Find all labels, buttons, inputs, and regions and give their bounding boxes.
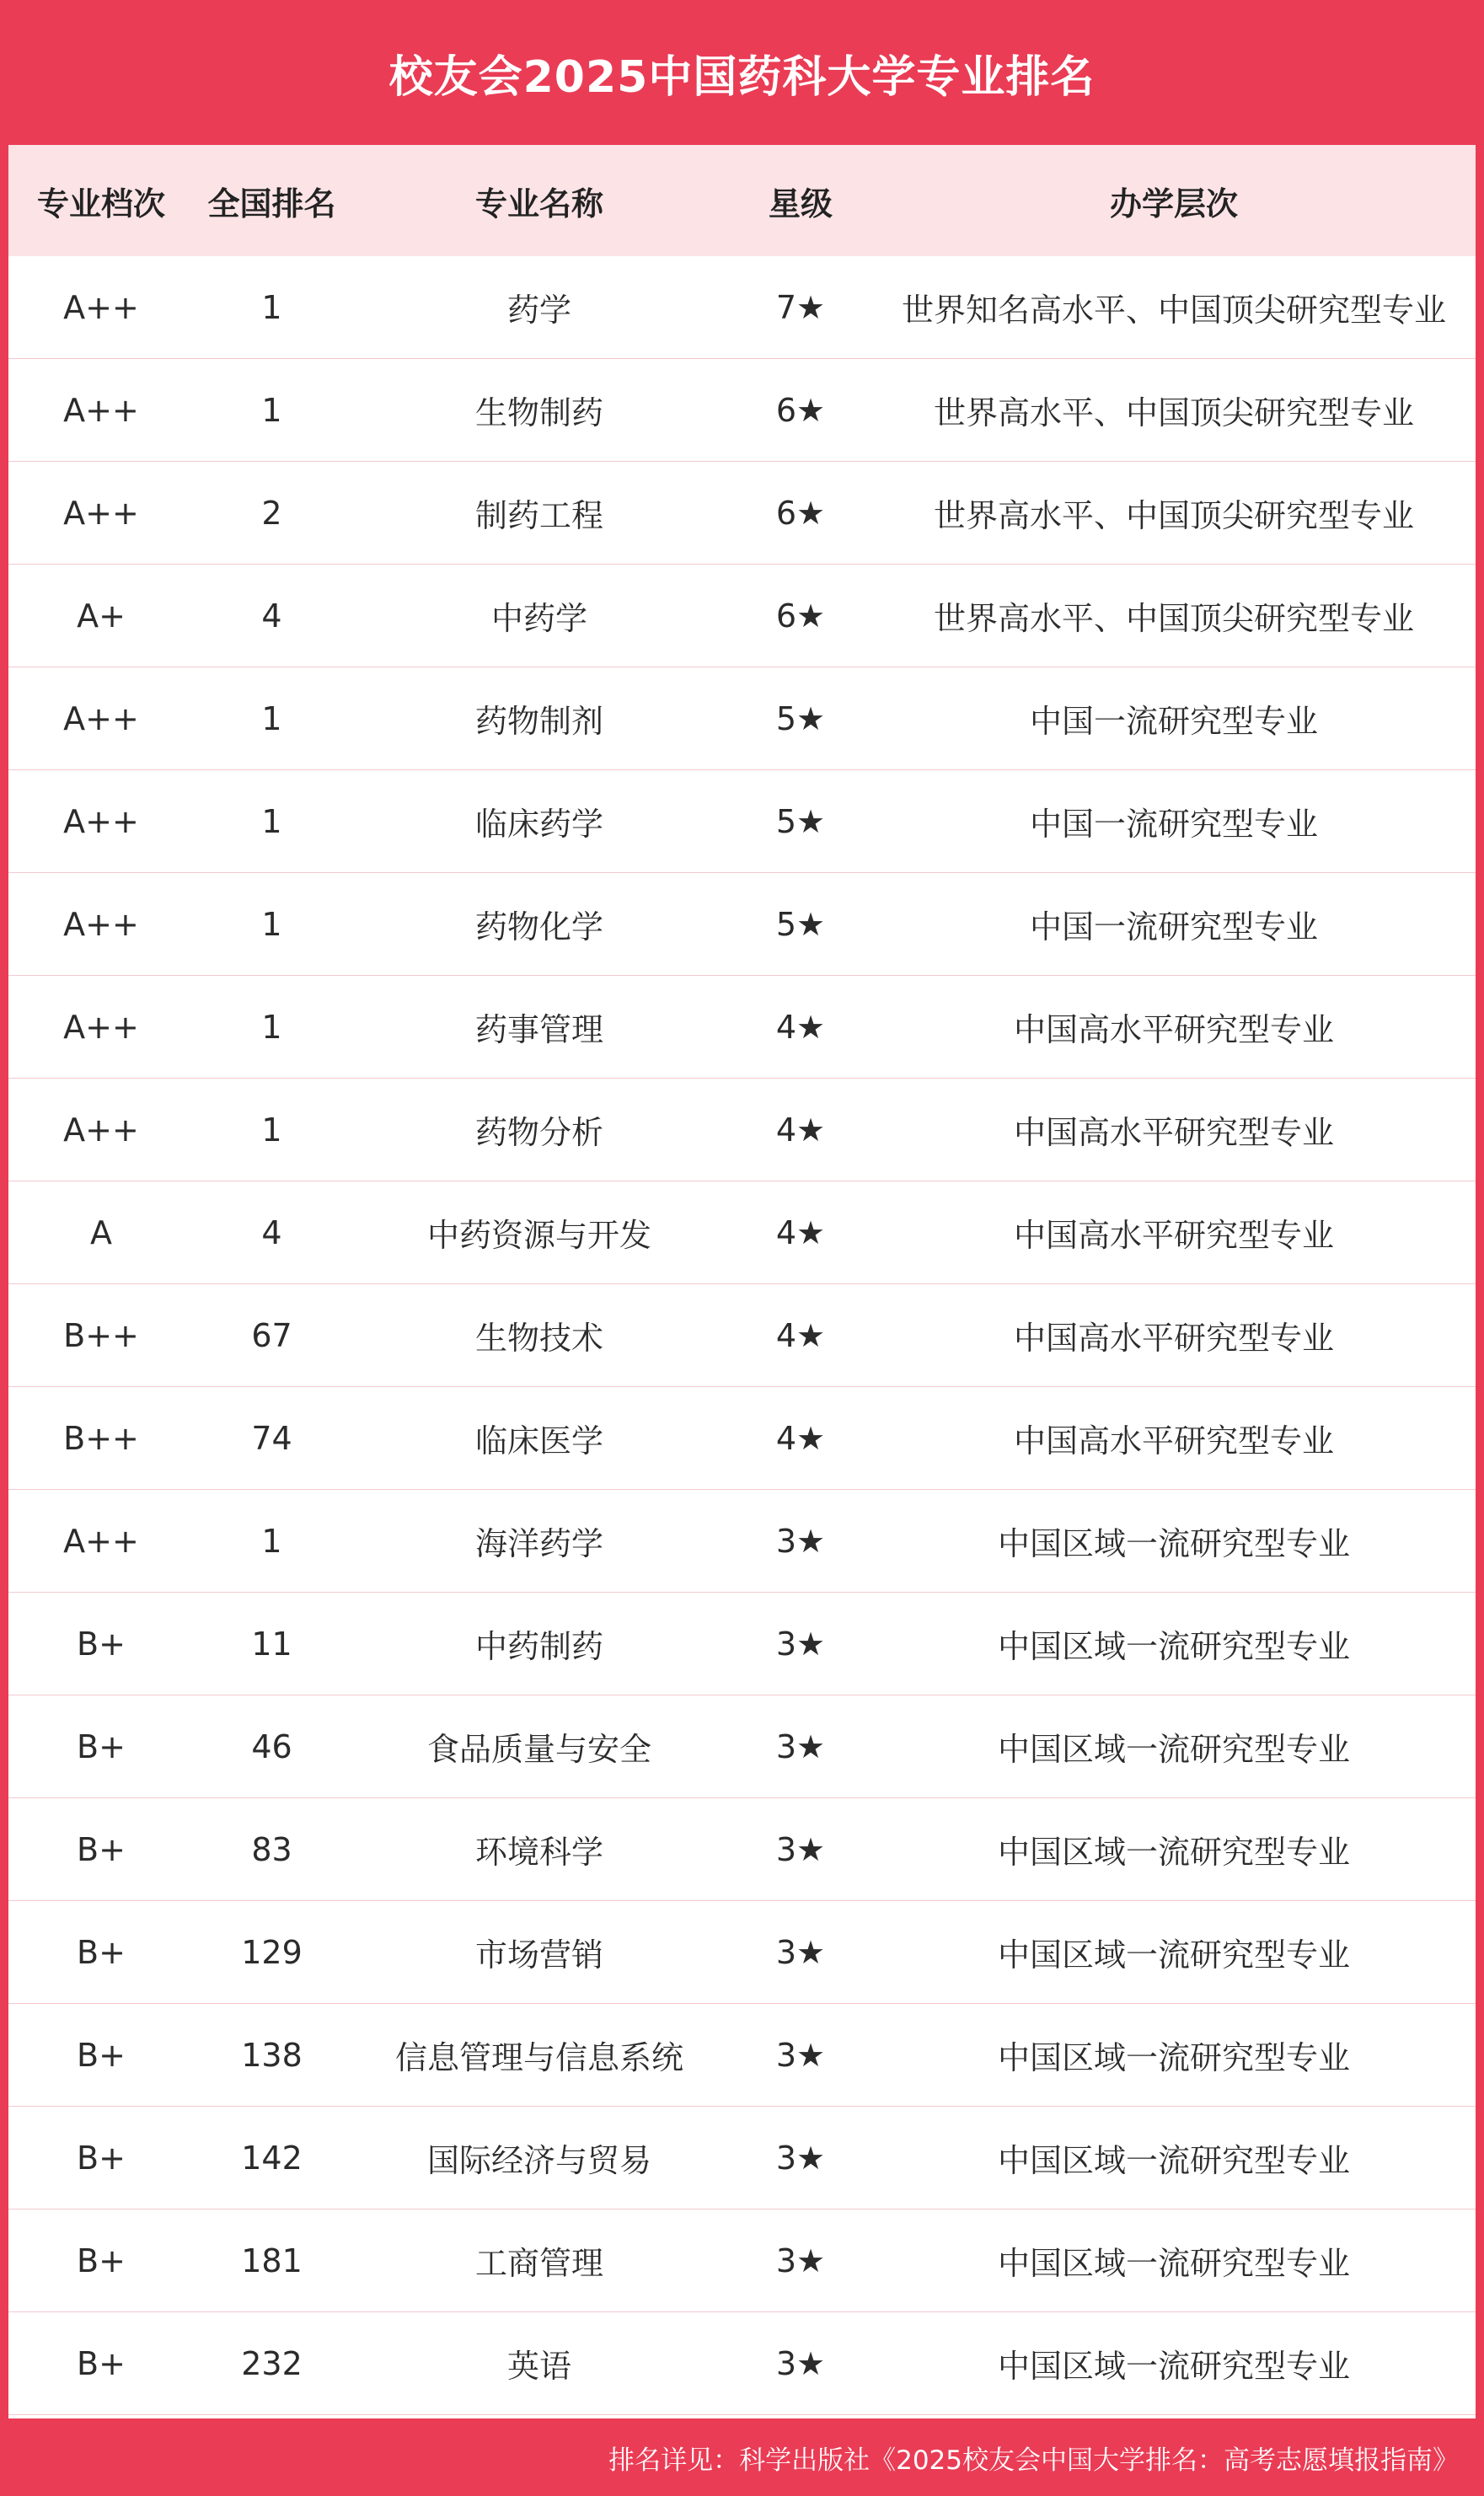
rank-cell: 46: [251, 1727, 292, 1765]
rank-cell: 1: [261, 391, 282, 429]
major-cell: 市场营销: [474, 1936, 603, 1974]
major-cell: 环境科学: [474, 1834, 603, 1871]
level-cell: A++: [63, 1111, 139, 1149]
table-row: [8, 565, 1476, 667]
stars-cell: 3★: [775, 2139, 826, 2177]
tier-cell: 中国一流研究型专业: [1029, 806, 1318, 843]
tier-cell: 中国高水平研究型专业: [1013, 1114, 1334, 1151]
rank-cell: 1: [261, 1522, 282, 1560]
tier-cell: 世界知名高水平、中国顶尖研究型专业: [901, 292, 1446, 329]
tier-cell: 中国一流研究型专业: [1029, 703, 1318, 740]
level-cell: A++: [63, 905, 139, 943]
tier-cell: 中国高水平研究型专业: [1013, 1217, 1334, 1254]
rank-cell: 1: [261, 1008, 282, 1046]
major-cell: 药物分析: [474, 1114, 603, 1151]
stars-cell: 3★: [775, 2344, 826, 2382]
table-row: [8, 1593, 1476, 1695]
rank-cell: 129: [241, 1933, 303, 1971]
table-row: [8, 2312, 1476, 2415]
tier-cell: 世界高水平、中国顶尖研究型专业: [933, 600, 1414, 637]
table-row: [8, 770, 1476, 873]
level-cell: A++: [63, 802, 139, 840]
major-cell: 药物制剂: [474, 703, 603, 740]
tier-cell: 中国区域一流研究型专业: [997, 1628, 1350, 1665]
level-cell: A: [90, 1213, 112, 1251]
major-cell: 临床药学: [474, 806, 603, 843]
table-row: [8, 2107, 1476, 2209]
major-cell: 中药学: [490, 600, 587, 637]
tier-cell: 中国区域一流研究型专业: [997, 2245, 1350, 2282]
rank-cell: 67: [251, 1316, 292, 1354]
tier-cell: 中国区域一流研究型专业: [997, 1936, 1350, 1974]
tier-cell: 中国区域一流研究型专业: [997, 1525, 1350, 1562]
stars-cell: 6★: [775, 391, 826, 429]
table-row: [8, 2209, 1476, 2312]
header-rank: 全国排名: [207, 185, 336, 222]
major-cell: 药学: [506, 292, 571, 329]
table-header-row: [8, 145, 1476, 256]
major-cell: 生物技术: [474, 1320, 603, 1357]
level-cell: B+: [77, 1727, 126, 1765]
table-row: [8, 2004, 1476, 2107]
stars-cell: 3★: [775, 1933, 826, 1971]
level-cell: B+: [77, 2139, 126, 2177]
stars-cell: 4★: [775, 1419, 826, 1457]
stars-cell: 7★: [775, 288, 826, 326]
rank-cell: 1: [261, 699, 282, 737]
rank-cell: 1: [261, 1111, 282, 1149]
stars-cell: 3★: [775, 1625, 826, 1663]
source-note: 排名详见：科学出版社《2025校友会中国大学排名：高考志愿填报指南》: [608, 2445, 1459, 2476]
rank-cell: 4: [261, 597, 282, 635]
table-row: [8, 1284, 1476, 1387]
major-cell: 生物制药: [474, 394, 603, 431]
level-cell: B+: [77, 2344, 126, 2382]
stars-cell: 5★: [775, 699, 826, 737]
ranking-table: [8, 145, 1476, 2418]
tier-cell: 中国区域一流研究型专业: [997, 2348, 1350, 2385]
tier-cell: 中国高水平研究型专业: [1013, 1320, 1334, 1357]
table-row: [8, 462, 1476, 565]
rank-cell: 2: [261, 494, 282, 532]
rank-cell: 181: [241, 2242, 303, 2279]
level-cell: B+: [77, 1830, 126, 1868]
level-cell: A++: [63, 391, 139, 429]
stars-cell: 6★: [775, 494, 826, 532]
major-cell: 药物化学: [474, 908, 603, 945]
major-cell: 海洋药学: [474, 1525, 603, 1562]
level-cell: A++: [63, 1522, 139, 1560]
page-title: 校友会2025中国药科大学专业排名: [388, 51, 1096, 103]
table-row: [8, 1079, 1476, 1181]
table-row: [8, 359, 1476, 462]
major-cell: 临床医学: [474, 1422, 603, 1460]
header-major: 专业名称: [474, 185, 603, 222]
rank-cell: 1: [261, 905, 282, 943]
rank-cell: 138: [241, 2036, 303, 2074]
header-stars: 星级: [768, 185, 833, 222]
tier-cell: 中国一流研究型专业: [1029, 908, 1318, 945]
rank-cell: 1: [261, 802, 282, 840]
table-row: [8, 667, 1476, 770]
stars-cell: 4★: [775, 1213, 826, 1251]
rank-cell: 232: [241, 2344, 303, 2382]
tier-cell: 中国区域一流研究型专业: [997, 1834, 1350, 1871]
table-row: [8, 1695, 1476, 1798]
level-cell: B++: [63, 1419, 139, 1457]
tier-cell: 世界高水平、中国顶尖研究型专业: [933, 497, 1414, 534]
stars-cell: 5★: [775, 802, 826, 840]
stars-cell: 3★: [775, 2036, 826, 2074]
tier-cell: 中国高水平研究型专业: [1013, 1422, 1334, 1460]
stars-cell: 4★: [775, 1316, 826, 1354]
major-cell: 信息管理与信息系统: [394, 2039, 683, 2076]
major-cell: 国际经济与贸易: [426, 2142, 651, 2179]
level-cell: B+: [77, 1625, 126, 1663]
level-cell: B++: [63, 1316, 139, 1354]
table-row: [8, 1181, 1476, 1284]
tier-cell: 中国区域一流研究型专业: [997, 2039, 1350, 2076]
table-row: [8, 1387, 1476, 1490]
rank-cell: 1: [261, 288, 282, 326]
table-row: [8, 976, 1476, 1079]
table-row: [8, 1901, 1476, 2004]
level-cell: A++: [63, 1008, 139, 1046]
level-cell: A++: [63, 699, 139, 737]
level-cell: A+: [77, 597, 126, 635]
level-cell: A++: [63, 288, 139, 326]
rank-cell: 4: [261, 1213, 282, 1251]
table-row: [8, 873, 1476, 976]
rank-cell: 142: [241, 2139, 303, 2177]
major-cell: 药事管理: [474, 1011, 603, 1048]
tier-cell: 世界高水平、中国顶尖研究型专业: [933, 394, 1414, 431]
major-cell: 食品质量与安全: [426, 1731, 651, 1768]
level-cell: A++: [63, 494, 139, 532]
stars-cell: 3★: [775, 1727, 826, 1765]
level-cell: B+: [77, 2036, 126, 2074]
level-cell: B+: [77, 1933, 126, 1971]
stars-cell: 5★: [775, 905, 826, 943]
tier-cell: 中国区域一流研究型专业: [997, 2142, 1350, 2179]
rank-cell: 11: [251, 1625, 292, 1663]
level-cell: B+: [77, 2242, 126, 2279]
major-cell: 工商管理: [474, 2245, 603, 2282]
table-row: [8, 1798, 1476, 1901]
table-row: [8, 1490, 1476, 1593]
stars-cell: 3★: [775, 1522, 826, 1560]
stars-cell: 3★: [775, 1830, 826, 1868]
stars-cell: 4★: [775, 1008, 826, 1046]
rank-cell: 83: [251, 1830, 292, 1868]
stars-cell: 4★: [775, 1111, 826, 1149]
major-cell: 中药制药: [474, 1628, 603, 1665]
rank-cell: 74: [251, 1419, 292, 1457]
table-row: [8, 256, 1476, 359]
stars-cell: 3★: [775, 2242, 826, 2279]
tier-cell: 中国高水平研究型专业: [1013, 1011, 1334, 1048]
header-level: 专业档次: [36, 185, 165, 222]
stars-cell: 6★: [775, 597, 826, 635]
header-tier: 办学层次: [1109, 185, 1238, 222]
major-cell: 中药资源与开发: [426, 1217, 651, 1254]
tier-cell: 中国区域一流研究型专业: [997, 1731, 1350, 1768]
major-cell: 英语: [506, 2348, 571, 2385]
major-cell: 制药工程: [474, 497, 603, 534]
